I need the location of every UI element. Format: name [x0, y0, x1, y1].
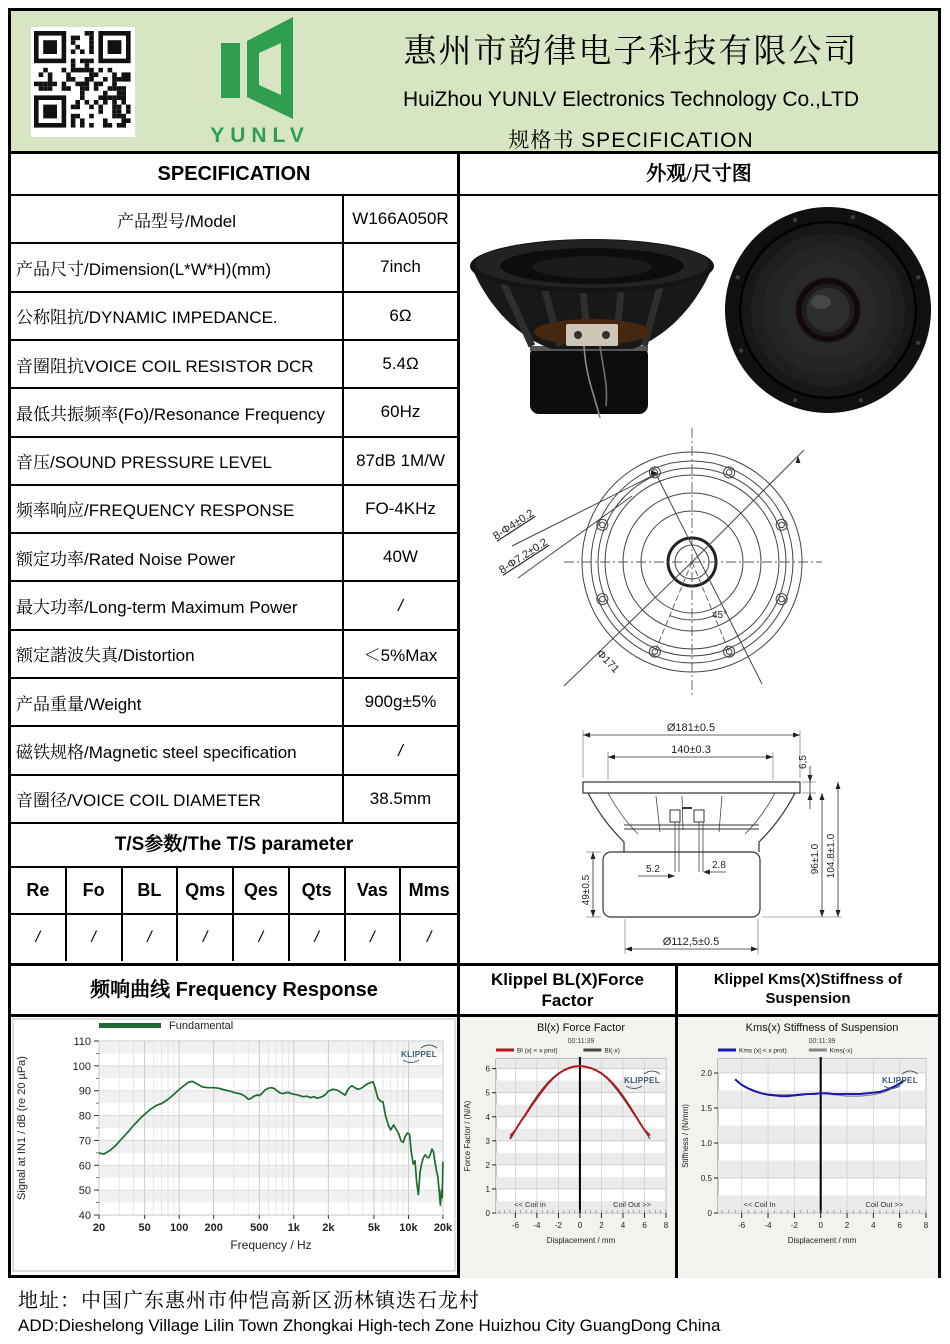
svg-text:-6: -6 — [738, 1221, 746, 1230]
ts-value-cell: / — [346, 915, 402, 961]
svg-text:2: 2 — [844, 1221, 850, 1230]
svg-text:Bl (x| < x prot): Bl (x| < x prot) — [517, 1047, 558, 1055]
svg-text:60: 60 — [78, 1160, 91, 1173]
svg-text:2.8: 2.8 — [712, 860, 726, 871]
svg-text:6: 6 — [485, 1064, 490, 1074]
svg-text:1: 1 — [485, 1184, 490, 1194]
svg-text:Kms (x| < x prot): Kms (x| < x prot) — [739, 1047, 787, 1055]
svg-text:90: 90 — [78, 1085, 91, 1098]
svg-text:0: 0 — [577, 1221, 583, 1230]
svg-text:1.0: 1.0 — [700, 1139, 712, 1148]
frequency-response-title — [11, 966, 457, 1017]
svg-text:110: 110 — [73, 1036, 91, 1048]
frequency-response-chart-area — [11, 1017, 457, 1278]
svg-text:-4: -4 — [764, 1221, 772, 1230]
svg-text:200: 200 — [204, 1222, 223, 1234]
svg-text:-6: -6 — [511, 1221, 519, 1230]
svg-text:00:11:39: 00:11:39 — [808, 1038, 836, 1045]
svg-text:Stiffness / (N/mm): Stiffness / (N/mm) — [681, 1104, 690, 1168]
svg-text:8: 8 — [923, 1221, 929, 1230]
ts-header-cell: Qms — [178, 868, 234, 915]
ts-value-cell: / — [426, 929, 432, 946]
svg-text:100: 100 — [72, 1060, 91, 1073]
ts-table-body — [11, 868, 457, 961]
svg-text:20k: 20k — [433, 1222, 453, 1234]
svg-text:10k: 10k — [399, 1222, 418, 1234]
svg-text:Bl(-x): Bl(-x) — [604, 1047, 620, 1055]
spec-table-body — [11, 196, 457, 824]
spec-row-value: ＜5%Max — [344, 631, 457, 679]
front-dimension-drawing — [460, 422, 938, 704]
svg-text:70: 70 — [78, 1135, 91, 1148]
svg-text:2: 2 — [599, 1221, 604, 1230]
frequency-response-chart — [11, 1017, 457, 1275]
svg-text:Φ171: Φ171 — [593, 647, 622, 676]
ts-value-cell: / — [11, 915, 67, 961]
ts-value-cell: / — [67, 915, 123, 961]
svg-text:Frequency / Hz: Frequency / Hz — [230, 1238, 312, 1252]
frequency-response-block — [11, 966, 460, 1278]
svg-text:1k: 1k — [287, 1222, 300, 1234]
svg-text:1.5: 1.5 — [700, 1104, 712, 1113]
svg-text:KLIPPEL: KLIPPEL — [882, 1076, 918, 1085]
kms-chart-area — [678, 1017, 938, 1278]
speaker-logo-icon — [197, 15, 323, 121]
document-frame — [8, 8, 941, 1278]
ts-header-cell: Mms — [401, 868, 457, 915]
charts-section — [11, 963, 938, 1278]
svg-text:Coil Out >>: Coil Out >> — [613, 1200, 651, 1209]
svg-text:2k: 2k — [322, 1222, 335, 1234]
spec-table-title: SPECIFICATION — [11, 154, 457, 196]
bl-title-line2: Factor — [541, 991, 594, 1010]
spec-row-label: 产品重量/Weight — [11, 679, 344, 727]
svg-text:40: 40 — [78, 1210, 91, 1222]
spec-row-value: 900g±5% — [344, 679, 457, 727]
svg-text:6: 6 — [897, 1221, 902, 1230]
spec-row-value: 6Ω — [344, 293, 457, 341]
kms-title-line2: Suspension — [765, 990, 851, 1007]
svg-text:2: 2 — [485, 1160, 490, 1170]
spec-row-value: 7inch — [344, 244, 457, 292]
svg-text:50: 50 — [138, 1222, 151, 1234]
side-dimension-drawing — [460, 704, 938, 963]
svg-text:4: 4 — [871, 1221, 876, 1230]
bl-title-line1: Klippel BL(X)Force — [490, 969, 644, 989]
product-photos — [460, 196, 938, 422]
spec-row-label: 产品尺寸/Dimension(L*W*H)(mm) — [11, 244, 344, 292]
svg-text:Ø112,5±0.5: Ø112,5±0.5 — [662, 936, 720, 948]
svg-text:20: 20 — [92, 1222, 106, 1234]
company-name-cn: 惠州市韵律电子科技有限公司 — [403, 34, 859, 70]
svg-text:<< Coil in: << Coil in — [514, 1200, 546, 1209]
spec-row-label: 磁铁规格/Magnetic steel specification — [11, 727, 344, 775]
kms-stiffness-chart — [678, 1017, 938, 1275]
ts-value-cell: / — [178, 915, 234, 961]
spec-row-value: 87dB 1M/W — [344, 438, 457, 486]
svg-text:80: 80 — [78, 1110, 91, 1123]
ts-header-cell: Qes — [234, 868, 290, 915]
svg-text:2.0: 2.0 — [700, 1069, 712, 1078]
spec-row-value: / — [344, 582, 457, 630]
logo-text: YUNLV — [210, 124, 310, 147]
spec-row-label: 频率响应/FREQUENCY RESPONSE — [11, 486, 344, 534]
kms-chart-title — [678, 966, 938, 1017]
speaker-front-photo — [724, 204, 932, 416]
ts-value-cell: / — [234, 915, 290, 961]
spec-row-label: 音圈径/VOICE COIL DIAMETER — [11, 776, 344, 824]
doc-type-title: 规格书 SPECIFICATION — [508, 129, 754, 152]
svg-text:0: 0 — [818, 1221, 823, 1230]
header-text — [331, 11, 931, 151]
spec-row-value: W166A050R — [344, 196, 457, 244]
spec-row-label: 额定功率/Rated Noise Power — [11, 534, 344, 582]
svg-text:Coil Out >>: Coil Out >> — [865, 1200, 904, 1209]
svg-text:Fundamental: Fundamental — [169, 1020, 234, 1032]
svg-text:50: 50 — [78, 1185, 91, 1198]
speaker-side-photo — [466, 228, 718, 420]
bl-force-factor-chart — [460, 1017, 675, 1275]
kms-stiffness-block — [678, 966, 938, 1278]
svg-text:<< Coil In: << Coil In — [743, 1200, 776, 1209]
ts-header-cell: Vas — [346, 868, 402, 915]
svg-text:5.2: 5.2 — [646, 864, 660, 875]
address-cn: 地址：中国广东惠州市仲恺高新区沥林镇迭石龙村 — [18, 1290, 480, 1312]
qr-code — [31, 27, 135, 137]
svg-text:49±0.5: 49±0.5 — [581, 874, 592, 906]
svg-text:5k: 5k — [367, 1222, 381, 1234]
bl-chart-area — [460, 1017, 675, 1278]
ts-header-cell: Fo — [67, 868, 123, 915]
spec-row-value: 38.5mm — [344, 776, 457, 824]
svg-text:100: 100 — [169, 1222, 189, 1234]
svg-text:Bl(x) Force Factor: Bl(x) Force Factor — [536, 1022, 626, 1034]
spec-row-label: 产品型号/Model — [11, 196, 344, 244]
svg-text:3: 3 — [485, 1136, 490, 1146]
svg-text:0.5: 0.5 — [700, 1174, 712, 1183]
spec-row-value: 60Hz — [344, 389, 457, 437]
ts-header-cell: Re — [11, 868, 67, 915]
svg-text:500: 500 — [250, 1222, 269, 1234]
company-logo — [197, 15, 323, 149]
ts-value-cell: / — [123, 915, 179, 961]
spec-row-value: 40W — [344, 534, 457, 582]
bl-chart-title — [460, 966, 675, 1017]
spec-row-label: 最低共振频率(Fo)/Resonance Frequency — [11, 389, 344, 437]
spec-row-value: 5.4Ω — [344, 341, 457, 389]
svg-text:8: 8 — [663, 1221, 669, 1230]
spec-row-label: 音圈阻抗VOICE COIL RESISTOR DCR — [11, 341, 344, 389]
company-name-en: HuiZhou YUNLV Electronics Technology Co.,LTD — [403, 88, 859, 111]
svg-text:Displacement / mm: Displacement / mm — [546, 1236, 616, 1245]
svg-text:Signal at IN1 / dB (re 20 µPa): Signal at IN1 / dB (re 20 µPa) — [16, 1056, 28, 1200]
ts-header-cell: Qts — [290, 868, 346, 915]
svg-text:4: 4 — [485, 1112, 490, 1122]
frequency-response-title-text: 频响曲线 Frequency Response — [90, 978, 378, 1001]
svg-text:Kms(x) Stiffness of Suspension: Kms(x) Stiffness of Suspension — [745, 1022, 899, 1034]
svg-text:4: 4 — [620, 1221, 626, 1230]
ts-value-cell: / — [290, 915, 346, 961]
svg-text:-2: -2 — [790, 1221, 798, 1230]
appearance-column — [460, 154, 938, 963]
spec-row-value: FO-4KHz — [344, 486, 457, 534]
svg-text:0: 0 — [485, 1209, 490, 1218]
svg-text:Displacement / mm: Displacement / mm — [787, 1236, 857, 1245]
svg-text:5: 5 — [485, 1088, 490, 1098]
svg-text:Ø181±0.5: Ø181±0.5 — [666, 722, 716, 734]
svg-text:00:11:39: 00:11:39 — [567, 1038, 595, 1045]
ts-header-cell: BL — [123, 868, 179, 915]
spec-row-label: 公称阻抗/DYNAMIC IMPEDANCE. — [11, 293, 344, 341]
address-footer — [18, 1284, 948, 1336]
svg-text:Force Factor / (N/A): Force Factor / (N/A) — [463, 1100, 472, 1172]
appearance-title: 外观/尺寸图 — [460, 154, 938, 196]
svg-text:0: 0 — [707, 1209, 712, 1218]
ts-table-title: T/S参数/The T/S parameter — [11, 824, 457, 868]
svg-text:Kms(-x): Kms(-x) — [829, 1047, 853, 1055]
bl-force-factor-block — [460, 966, 678, 1278]
specification-column — [11, 154, 460, 963]
svg-text:-4: -4 — [533, 1221, 541, 1230]
spec-row-label: 最大功率/Long-term Maximum Power — [11, 582, 344, 630]
svg-text:96±1.0: 96±1.0 — [810, 843, 821, 875]
svg-text:6: 6 — [642, 1221, 647, 1230]
kms-title-line1: Klippel Kms(X)Stiffness of — [713, 971, 903, 989]
document-header — [11, 11, 938, 154]
svg-text:KLIPPEL: KLIPPEL — [401, 1050, 437, 1059]
svg-text:8-Φ4±0.2: 8-Φ4±0.2 — [491, 507, 537, 543]
svg-text:104.8±1.0: 104.8±1.0 — [826, 833, 837, 879]
spec-row-label: 额定諧波失真/Distortion — [11, 631, 344, 679]
spec-row-value: / — [344, 727, 457, 775]
svg-text:-2: -2 — [554, 1221, 562, 1230]
svg-text:KLIPPEL: KLIPPEL — [624, 1076, 660, 1085]
spec-row-label: 音压/SOUND PRESSURE LEVEL — [11, 438, 344, 486]
svg-text:45°: 45° — [712, 610, 728, 621]
address-en: ADD:Dieshelong Village Lilin Town Zhongkai High-tech Zone Huizhou City GuangDong China — [18, 1316, 721, 1335]
svg-text:6,5: 6,5 — [798, 755, 809, 769]
svg-text:8-Φ7.2±0.2: 8-Φ7.2±0.2 — [497, 536, 550, 577]
svg-text:140±0.3: 140±0.3 — [671, 744, 711, 756]
